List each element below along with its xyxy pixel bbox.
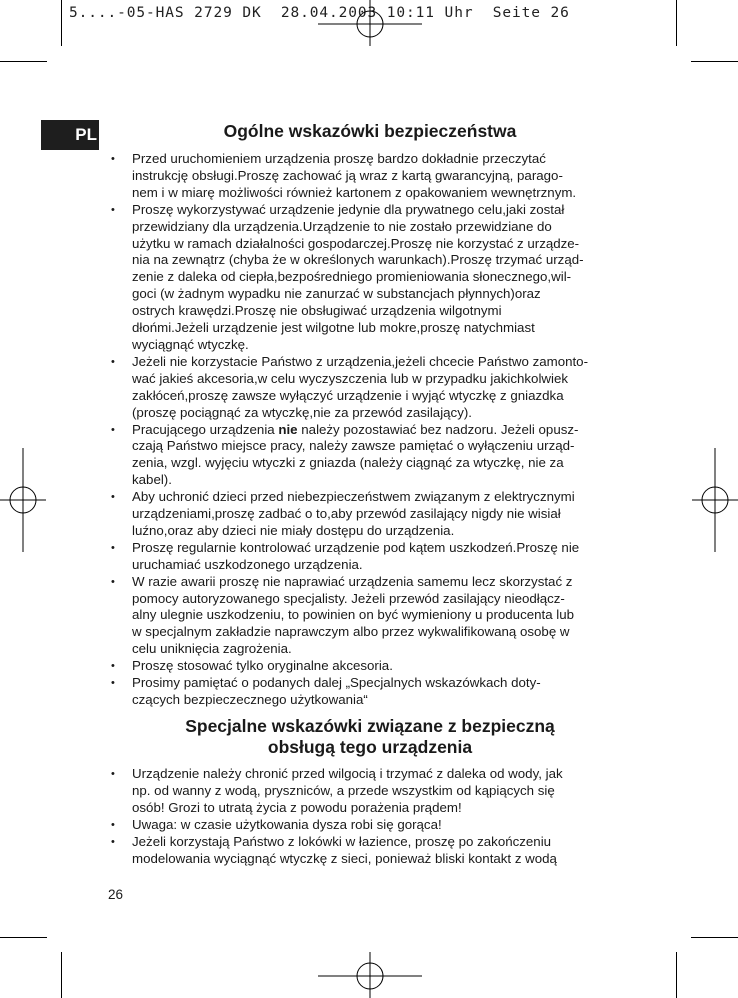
text-line: przewidziany dla urządzenia.Urządzenie to nie zostało przewidziane do bbox=[132, 218, 552, 234]
crop-mark-top-left-h bbox=[0, 61, 47, 62]
text-line: w specjalnym zakładzie naprawczym albo przez wykwalifikowaną osobę w bbox=[132, 624, 570, 640]
section-title-general-safety: Ogólne wskazówki bezpieczeństwa bbox=[223, 121, 517, 141]
bullet-icon: • bbox=[111, 203, 115, 216]
text-line: np. od wanny z wodą, pryszniców, a przede wszystkim od kąpiących się bbox=[132, 782, 555, 798]
bullet-icon: • bbox=[111, 818, 115, 831]
text-line: czają Państwo miejsce pracy, należy zawsze pamiętać o wyłączeniu urząd- bbox=[132, 438, 575, 454]
registration-mark-top bbox=[318, 0, 422, 46]
text-line: modelowania wyciągnąć wtyczkę z sieci, ponieważ bliski kontakt z wodą bbox=[132, 850, 557, 866]
list-item bbox=[108, 658, 638, 675]
language-tab: PL bbox=[41, 120, 99, 150]
text-line: Prosimy pamiętać o podanych dalej „Specjalnych wskazówkach doty- bbox=[132, 675, 541, 691]
bullet-icon: • bbox=[111, 835, 115, 848]
crop-mark-bottom-right-v bbox=[676, 952, 677, 998]
text-line: Jeżeli nie korzystacie Państwo z urządzenia,jeżeli chcecie Państwo zamonto- bbox=[132, 353, 589, 369]
text-line: ostrych krawędzi.Proszę nie obsługiwać urządzenia wilgotnymi bbox=[132, 303, 502, 319]
crop-mark-bottom-right-h bbox=[691, 937, 738, 938]
general-safety-list bbox=[108, 151, 638, 709]
print-header: 5....-05-HAS 2729 DK 28.04.2003 10:11 Uhr Seite 26 bbox=[69, 5, 570, 21]
bullet-icon: • bbox=[111, 660, 115, 673]
list-item bbox=[108, 766, 638, 817]
crop-mark-bottom-left-v bbox=[61, 952, 62, 998]
emphasis-text: nie bbox=[278, 421, 298, 437]
text-line: czących bezpieczecznego użytkowania“ bbox=[132, 692, 368, 707]
text-line: Urządzenie należy chronić przed wilgocią i trzymać z daleka od wody, jak bbox=[132, 766, 563, 781]
section-title-line: Specjalne wskazówki związane z bezpieczną bbox=[185, 716, 555, 736]
list-item bbox=[108, 675, 638, 709]
crop-mark-top-left-v bbox=[61, 0, 62, 46]
text-fragment: należy pozostawiać bez nadzoru. Jeżeli opusz- bbox=[297, 421, 579, 437]
text-line: alny ulegnie uszkodzeniu, to powinien on być wymieniony u producenta lub bbox=[132, 607, 575, 623]
text-line: kabel). bbox=[132, 472, 172, 488]
text-line: celu uniknięcia zagrożenia. bbox=[132, 641, 292, 657]
bullet-icon: • bbox=[111, 677, 115, 690]
bullet-icon: • bbox=[111, 153, 115, 165]
bullet-icon: • bbox=[111, 768, 115, 780]
text-line: wać jakieś akcesoria,w celu wyczyszczenia lub w przypadku jakichkolwiek bbox=[132, 370, 569, 386]
text-line: Uwaga: w czasie użytkowania dysza robi się gorąca! bbox=[132, 816, 442, 832]
registration-mark-right bbox=[692, 448, 738, 552]
text-line: Proszę wykorzystywać urządzenie jedynie dla prywatnego celu,jaki został bbox=[132, 201, 565, 217]
list-item bbox=[108, 354, 638, 422]
text-line: Przed uruchomieniem urządzenia proszę bardzo dokładnie przeczytać bbox=[132, 151, 546, 166]
text-line: Proszę regularnie kontrolować urządzenie pod kątem uszkodzeń.Proszę nie bbox=[132, 539, 580, 555]
bullet-icon: • bbox=[111, 541, 115, 554]
list-item bbox=[108, 151, 638, 202]
text-line: goci (w żadnym wypadku nie zanurzać w substancjach płynnych)oraz bbox=[132, 286, 541, 302]
text-line: urządzeniami,proszę zadbać o to,aby przewód zasilający nigdy nie wisiał bbox=[132, 506, 561, 522]
page-number: 26 bbox=[108, 887, 124, 902]
bullet-icon: • bbox=[111, 423, 115, 436]
text-line: zenie z daleka od ciepła,bezpośredniego promieniowania słonecznego,wil- bbox=[132, 269, 572, 285]
text-line: nem i w miarę możliwości również kartonem z opakowaniem wewnętrznym. bbox=[132, 184, 577, 200]
crop-mark-top-right-h bbox=[691, 61, 738, 62]
text-fragment: Pracującego urządzenia bbox=[132, 421, 279, 437]
text-line: Proszę stosować tylko oryginalne akcesoria. bbox=[132, 658, 393, 674]
list-item bbox=[108, 489, 638, 540]
text-line: dłońmi.Jeżeli urządzenie jest wilgotne lub mokre,proszę natychmiast bbox=[132, 320, 535, 336]
section-title-line: obsługą tego urządzenia bbox=[267, 737, 473, 757]
registration-mark-bottom bbox=[318, 952, 422, 998]
text-line: osób! Grozi to utratą życia z powodu porażenia prądem! bbox=[132, 799, 462, 815]
text-line: luźno,oraz aby dzieci nie miały dostępu do urządzenia. bbox=[132, 522, 455, 538]
text-line: użytku w ramach działalności gospodarczej.Proszę nie korzystać z urządze- bbox=[132, 235, 580, 251]
special-safety-list bbox=[108, 766, 638, 867]
bullet-icon: • bbox=[111, 575, 115, 588]
text-line: W razie awarii proszę nie naprawiać urządzenia samemu lecz skorzystać z bbox=[132, 573, 573, 589]
registration-mark-left bbox=[0, 448, 46, 552]
text-line: Aby uchronić dzieci przed niebezpieczeństwem związanym z elektrycznymi bbox=[132, 489, 575, 505]
text-line: (proszę pociągnąć za wtyczkę,nie za przewód zasilający). bbox=[132, 404, 472, 420]
text-line: pomocy autoryzowanego specjalisty. Jeżeli przewód zasilający nieodłącz- bbox=[132, 590, 565, 606]
text-line: zenia, wzgl. wyjęciu wtyczki z gniazda (należy ciągnąć za wtyczkę, nie za bbox=[132, 455, 564, 471]
list-item bbox=[108, 834, 638, 868]
text-line bbox=[132, 422, 638, 439]
bullet-icon: • bbox=[111, 355, 115, 368]
text-line: instrukcję obsługi.Proszę zachować ją wraz z kartą gwarancyjną, parago- bbox=[132, 167, 563, 183]
crop-mark-top-right-v bbox=[676, 0, 677, 46]
text-line: Jeżeli korzystają Państwo z lokówki w łazience, proszę po zakończeniu bbox=[132, 833, 552, 849]
text-line: wyciągnąć wtyczkę. bbox=[132, 336, 249, 352]
list-item bbox=[108, 574, 638, 659]
text-line: nia na zewnątrz (chyba że w określonych warunkach).Proszę trzymać urząd- bbox=[132, 252, 584, 268]
list-item bbox=[108, 817, 638, 834]
crop-mark-bottom-left-h bbox=[0, 937, 47, 938]
list-item bbox=[108, 202, 638, 354]
text-line: zakłóceń,proszę zawsze wyłączyć urządzenie i wyjąć wtyczkę z gniazdka bbox=[132, 387, 564, 403]
bullet-icon: • bbox=[111, 491, 115, 504]
section-title-special-safety bbox=[110, 716, 630, 758]
list-item bbox=[108, 422, 638, 490]
text-line: uruchamiać uszkodzonego urządzenia. bbox=[132, 556, 363, 572]
list-item bbox=[108, 540, 638, 574]
